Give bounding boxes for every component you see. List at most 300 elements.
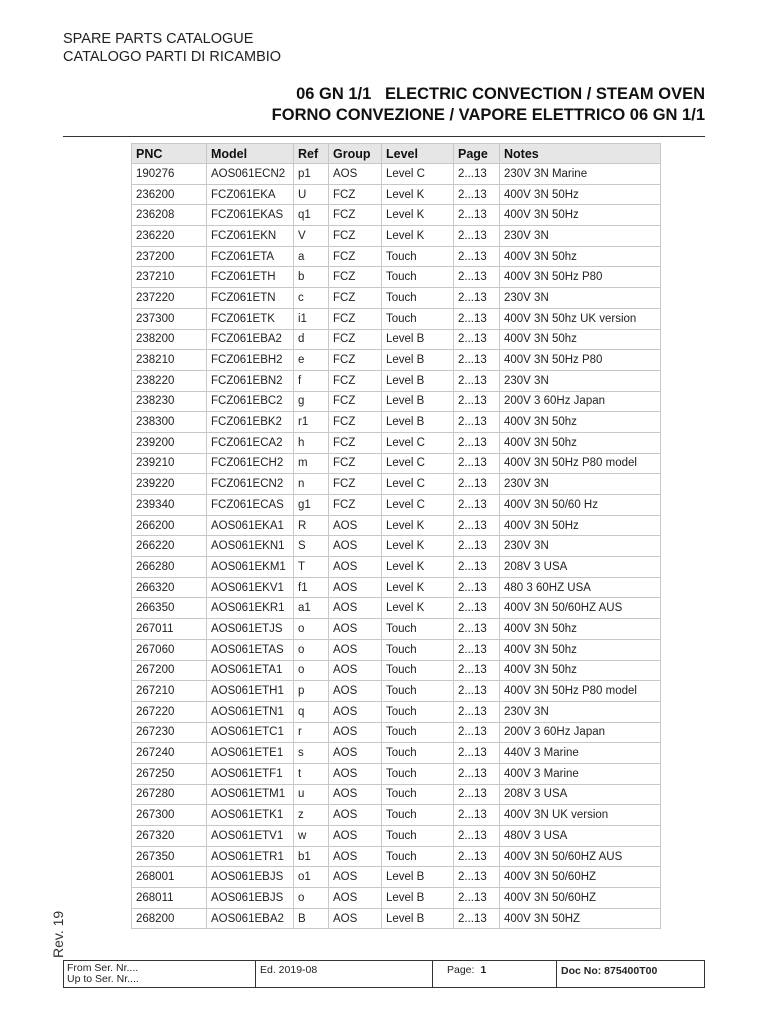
cell-level: Level K [382,205,454,226]
cell-notes: 400V 3N 50hz UK version [500,308,661,329]
cell-ref: R [294,515,329,536]
cell-ref: a [294,246,329,267]
cell-notes: 400V 3N 50hz [500,329,661,350]
cell-model: AOS061EBJS [207,867,294,888]
cell-group: FCZ [329,329,382,350]
cell-page: 2...13 [454,164,500,185]
cell-group: FCZ [329,226,382,247]
cell-ref: o [294,619,329,640]
cell-pnc: 266220 [132,536,207,557]
cell-group: FCZ [329,453,382,474]
table-row [132,205,661,226]
cell-model: FCZ061ETN [207,288,294,309]
column-header-pnc: PNC [132,144,207,164]
cell-pnc: 266280 [132,557,207,578]
cell-level: Level C [382,432,454,453]
cell-model: FCZ061ECAS [207,495,294,516]
cell-page: 2...13 [454,288,500,309]
document-title [272,84,705,126]
cell-page: 2...13 [454,412,500,433]
cell-level: Level K [382,184,454,205]
cell-page: 2...13 [454,391,500,412]
cell-model: FCZ061ECA2 [207,432,294,453]
catalogue-heading-en: SPARE PARTS CATALOGUE [63,31,254,47]
table-row [132,246,661,267]
cell-model: FCZ061EBC2 [207,391,294,412]
cell-group: AOS [329,639,382,660]
cell-level: Level C [382,453,454,474]
cell-model: FCZ061ECN2 [207,474,294,495]
cell-group: AOS [329,515,382,536]
cell-notes: 230V 3N [500,370,661,391]
cell-ref: d [294,329,329,350]
table-row [132,577,661,598]
cell-model: FCZ061EBA2 [207,329,294,350]
cell-notes: 230V 3N [500,226,661,247]
cell-group: AOS [329,577,382,598]
cell-ref: U [294,184,329,205]
cell-notes: 208V 3 USA [500,557,661,578]
cell-model: FCZ061ETK [207,308,294,329]
cell-model: FCZ061EBN2 [207,370,294,391]
cell-model: AOS061ETV1 [207,826,294,847]
cell-level: Level C [382,495,454,516]
cell-model: FCZ061ECH2 [207,453,294,474]
cell-model: FCZ061EKAS [207,205,294,226]
cell-notes: 400V 3N 50Hz P80 model [500,681,661,702]
table-row [132,267,661,288]
cell-group: AOS [329,598,382,619]
cell-model: AOS061EBJS [207,888,294,909]
table-row [132,308,661,329]
table-row [132,805,661,826]
cell-notes: 230V 3N [500,288,661,309]
cell-pnc: 267250 [132,763,207,784]
table-row [132,557,661,578]
cell-group: AOS [329,805,382,826]
cell-ref: w [294,826,329,847]
cell-ref: p [294,681,329,702]
cell-ref: o [294,888,329,909]
parts-table [131,143,661,929]
cell-level: Level C [382,164,454,185]
cell-notes: 400V 3N 50Hz [500,184,661,205]
cell-ref: o [294,660,329,681]
cell-group: FCZ [329,246,382,267]
cell-page: 2...13 [454,846,500,867]
cell-notes: 200V 3 60Hz Japan [500,391,661,412]
cell-page: 2...13 [454,826,500,847]
table-row [132,701,661,722]
cell-page: 2...13 [454,660,500,681]
cell-page: 2...13 [454,184,500,205]
table-row [132,350,661,371]
catalogue-heading-it: CATALOGO PARTI DI RICAMBIO [63,49,282,65]
cell-page: 2...13 [454,701,500,722]
cell-page: 2...13 [454,432,500,453]
cell-group: AOS [329,888,382,909]
cell-notes: 400V 3N 50/60HZ AUS [500,846,661,867]
cell-ref: h [294,432,329,453]
cell-level: Level K [382,557,454,578]
cell-ref: a1 [294,598,329,619]
cell-page: 2...13 [454,226,500,247]
cell-page: 2...13 [454,205,500,226]
document-title-line1: 06 GN 1/1 ELECTRIC CONVECTION / STEAM OVEN [296,85,705,103]
cell-level: Touch [382,826,454,847]
cell-model: AOS061ETK1 [207,805,294,826]
cell-pnc: 268011 [132,888,207,909]
cell-page: 2...13 [454,598,500,619]
cell-ref: u [294,784,329,805]
cell-model: AOS061ETH1 [207,681,294,702]
cell-model: AOS061EKR1 [207,598,294,619]
cell-group: AOS [329,536,382,557]
cell-level: Touch [382,701,454,722]
cell-ref: p1 [294,164,329,185]
column-header-ref: Ref [294,144,329,164]
cell-model: AOS061ETE1 [207,743,294,764]
table-row [132,660,661,681]
cell-pnc: 267200 [132,660,207,681]
cell-model: FCZ061ETA [207,246,294,267]
cell-model: FCZ061EBH2 [207,350,294,371]
table-row [132,639,661,660]
cell-level: Touch [382,308,454,329]
cell-pnc: 239340 [132,495,207,516]
cell-notes: 400V 3N 50HZ [500,908,661,929]
cell-pnc: 267240 [132,743,207,764]
cell-level: Touch [382,660,454,681]
cell-pnc: 267230 [132,722,207,743]
table-row [132,474,661,495]
table-row [132,495,661,516]
cell-ref: g [294,391,329,412]
cell-page: 2...13 [454,867,500,888]
cell-group: FCZ [329,267,382,288]
table-row [132,329,661,350]
cell-notes: 208V 3 USA [500,784,661,805]
cell-page: 2...13 [454,639,500,660]
cell-notes: 400V 3N 50Hz [500,515,661,536]
cell-page: 2...13 [454,681,500,702]
cell-ref: n [294,474,329,495]
cell-notes: 200V 3 60Hz Japan [500,722,661,743]
table-row [132,370,661,391]
cell-level: Touch [382,784,454,805]
cell-page: 2...13 [454,577,500,598]
cell-notes: 230V 3N Marine [500,164,661,185]
table-row [132,432,661,453]
cell-level: Level B [382,370,454,391]
cell-pnc: 267300 [132,805,207,826]
cell-ref: q1 [294,205,329,226]
table-row [132,536,661,557]
cell-model: AOS061ETAS [207,639,294,660]
cell-ref: V [294,226,329,247]
catalogue-heading [63,30,281,66]
table-row [132,515,661,536]
table-row [132,226,661,247]
cell-model: AOS061ETC1 [207,722,294,743]
table-row [132,619,661,640]
cell-pnc: 267011 [132,619,207,640]
cell-notes: 400V 3N 50/60 Hz [500,495,661,516]
document-title-line2: FORNO CONVEZIONE / VAPORE ELETTRICO 06 GN 1/1 [271,106,705,124]
cell-model: AOS061ETM1 [207,784,294,805]
cell-notes: 400V 3 Marine [500,763,661,784]
cell-ref: r1 [294,412,329,433]
table-row [132,826,661,847]
cell-page: 2...13 [454,267,500,288]
cell-notes: 480V 3 USA [500,826,661,847]
cell-pnc: 236208 [132,205,207,226]
cell-page: 2...13 [454,784,500,805]
cell-ref: r [294,722,329,743]
cell-notes: 400V 3N 50hz [500,412,661,433]
cell-group: FCZ [329,432,382,453]
up-to-serial: Up to Ser. Nr.... [67,973,139,985]
cell-model: AOS061ETN1 [207,701,294,722]
cell-level: Touch [382,681,454,702]
cell-level: Touch [382,246,454,267]
cell-page: 2...13 [454,370,500,391]
cell-group: FCZ [329,205,382,226]
cell-page: 2...13 [454,805,500,826]
cell-ref: o [294,639,329,660]
revision-label: Rev. 19 [50,910,66,958]
cell-page: 2...13 [454,515,500,536]
table-row [132,412,661,433]
cell-page: 2...13 [454,474,500,495]
cell-pnc: 236200 [132,184,207,205]
header-divider [63,136,705,137]
cell-notes: 440V 3 Marine [500,743,661,764]
cell-ref: z [294,805,329,826]
cell-model: AOS061EKV1 [207,577,294,598]
cell-notes: 400V 3N 50/60HZ AUS [500,598,661,619]
cell-page: 2...13 [454,763,500,784]
cell-level: Touch [382,288,454,309]
cell-model: AOS061EKM1 [207,557,294,578]
cell-page: 2...13 [454,557,500,578]
cell-group: AOS [329,701,382,722]
cell-page: 2...13 [454,722,500,743]
cell-ref: b1 [294,846,329,867]
cell-level: Touch [382,763,454,784]
cell-pnc: 238220 [132,370,207,391]
table-row [132,164,661,185]
cell-model: AOS061EKA1 [207,515,294,536]
table-row [132,743,661,764]
cell-group: AOS [329,619,382,640]
footer-box [63,960,705,988]
table-row [132,598,661,619]
cell-pnc: 190276 [132,164,207,185]
column-header-page: Page [454,144,500,164]
cell-level: Level B [382,391,454,412]
cell-page: 2...13 [454,908,500,929]
cell-level: Level K [382,577,454,598]
cell-group: FCZ [329,288,382,309]
cell-page: 2...13 [454,888,500,909]
cell-model: AOS061ETA1 [207,660,294,681]
cell-ref: B [294,908,329,929]
table-row [132,391,661,412]
cell-model: AOS061ECN2 [207,164,294,185]
cell-group: AOS [329,908,382,929]
cell-level: Level K [382,598,454,619]
cell-pnc: 267220 [132,701,207,722]
cell-level: Level K [382,515,454,536]
cell-model: FCZ061EKN [207,226,294,247]
cell-pnc: 238210 [132,350,207,371]
cell-pnc: 267320 [132,826,207,847]
table-row [132,784,661,805]
cell-group: AOS [329,722,382,743]
column-header-level: Level [382,144,454,164]
cell-group: AOS [329,846,382,867]
cell-notes: 230V 3N [500,701,661,722]
cell-group: FCZ [329,308,382,329]
cell-ref: T [294,557,329,578]
cell-level: Touch [382,722,454,743]
cell-group: AOS [329,743,382,764]
cell-notes: 400V 3N 50Hz P80 [500,267,661,288]
cell-page: 2...13 [454,453,500,474]
cell-ref: e [294,350,329,371]
cell-model: FCZ061ETH [207,267,294,288]
cell-ref: o1 [294,867,329,888]
cell-pnc: 238230 [132,391,207,412]
table-row [132,681,661,702]
page-label: Page: [447,964,475,976]
cell-pnc: 239210 [132,453,207,474]
cell-ref: s [294,743,329,764]
column-header-notes: Notes [500,144,661,164]
cell-level: Level B [382,888,454,909]
cell-page: 2...13 [454,536,500,557]
cell-level: Touch [382,639,454,660]
edition: Ed. 2019-08 [256,961,433,987]
cell-pnc: 238200 [132,329,207,350]
cell-level: Level C [382,474,454,495]
cell-group: FCZ [329,391,382,412]
cell-pnc: 267350 [132,846,207,867]
cell-page: 2...13 [454,329,500,350]
cell-group: AOS [329,784,382,805]
cell-notes: 400V 3N 50Hz [500,205,661,226]
cell-page: 2...13 [454,246,500,267]
cell-ref: g1 [294,495,329,516]
cell-model: FCZ061EKA [207,184,294,205]
cell-group: AOS [329,867,382,888]
cell-page: 2...13 [454,743,500,764]
cell-level: Touch [382,743,454,764]
cell-pnc: 268200 [132,908,207,929]
cell-group: AOS [329,557,382,578]
column-header-group: Group [329,144,382,164]
cell-notes: 400V 3N 50/60HZ [500,888,661,909]
cell-notes: 400V 3N 50Hz P80 model [500,453,661,474]
cell-level: Touch [382,619,454,640]
cell-model: AOS061EBA2 [207,908,294,929]
cell-pnc: 236220 [132,226,207,247]
table-row [132,184,661,205]
cell-pnc: 267210 [132,681,207,702]
cell-notes: 230V 3N [500,536,661,557]
cell-notes: 480 3 60HZ USA [500,577,661,598]
table-row [132,908,661,929]
cell-notes: 400V 3N 50hz [500,432,661,453]
cell-notes: 400V 3N 50hz [500,246,661,267]
cell-notes: 400V 3N 50hz [500,639,661,660]
cell-group: AOS [329,763,382,784]
cell-ref: f [294,370,329,391]
table-row [132,763,661,784]
cell-group: FCZ [329,370,382,391]
cell-notes: 400V 3N UK version [500,805,661,826]
cell-level: Level K [382,536,454,557]
cell-group: FCZ [329,184,382,205]
cell-ref: t [294,763,329,784]
cell-page: 2...13 [454,308,500,329]
cell-group: AOS [329,681,382,702]
cell-level: Level B [382,908,454,929]
cell-ref: S [294,536,329,557]
cell-level: Level K [382,226,454,247]
cell-pnc: 237200 [132,246,207,267]
cell-model: AOS061ETJS [207,619,294,640]
cell-notes: 400V 3N 50Hz P80 [500,350,661,371]
cell-group: FCZ [329,474,382,495]
cell-group: FCZ [329,350,382,371]
page-number: 1 [480,964,487,976]
table-row [132,888,661,909]
cell-group: AOS [329,164,382,185]
cell-pnc: 239220 [132,474,207,495]
cell-pnc: 237220 [132,288,207,309]
serial-range [64,961,256,987]
cell-level: Level B [382,867,454,888]
cell-pnc: 237300 [132,308,207,329]
cell-ref: q [294,701,329,722]
cell-page: 2...13 [454,350,500,371]
cell-ref: c [294,288,329,309]
cell-notes: 400V 3N 50hz [500,660,661,681]
cell-pnc: 239200 [132,432,207,453]
table-header-row [132,144,661,164]
column-header-model: Model [207,144,294,164]
cell-page: 2...13 [454,619,500,640]
table-row [132,722,661,743]
cell-ref: f1 [294,577,329,598]
cell-pnc: 268001 [132,867,207,888]
doc-number: Doc No: 875400T00 [561,965,658,977]
cell-pnc: 238300 [132,412,207,433]
cell-model: FCZ061EBK2 [207,412,294,433]
cell-level: Level B [382,350,454,371]
cell-pnc: 266320 [132,577,207,598]
table-row [132,288,661,309]
cell-model: AOS061ETR1 [207,846,294,867]
cell-group: AOS [329,826,382,847]
from-serial: From Ser. Nr.... [67,962,139,974]
page-info [433,961,557,987]
cell-model: AOS061ETF1 [207,763,294,784]
cell-level: Touch [382,846,454,867]
cell-group: FCZ [329,495,382,516]
